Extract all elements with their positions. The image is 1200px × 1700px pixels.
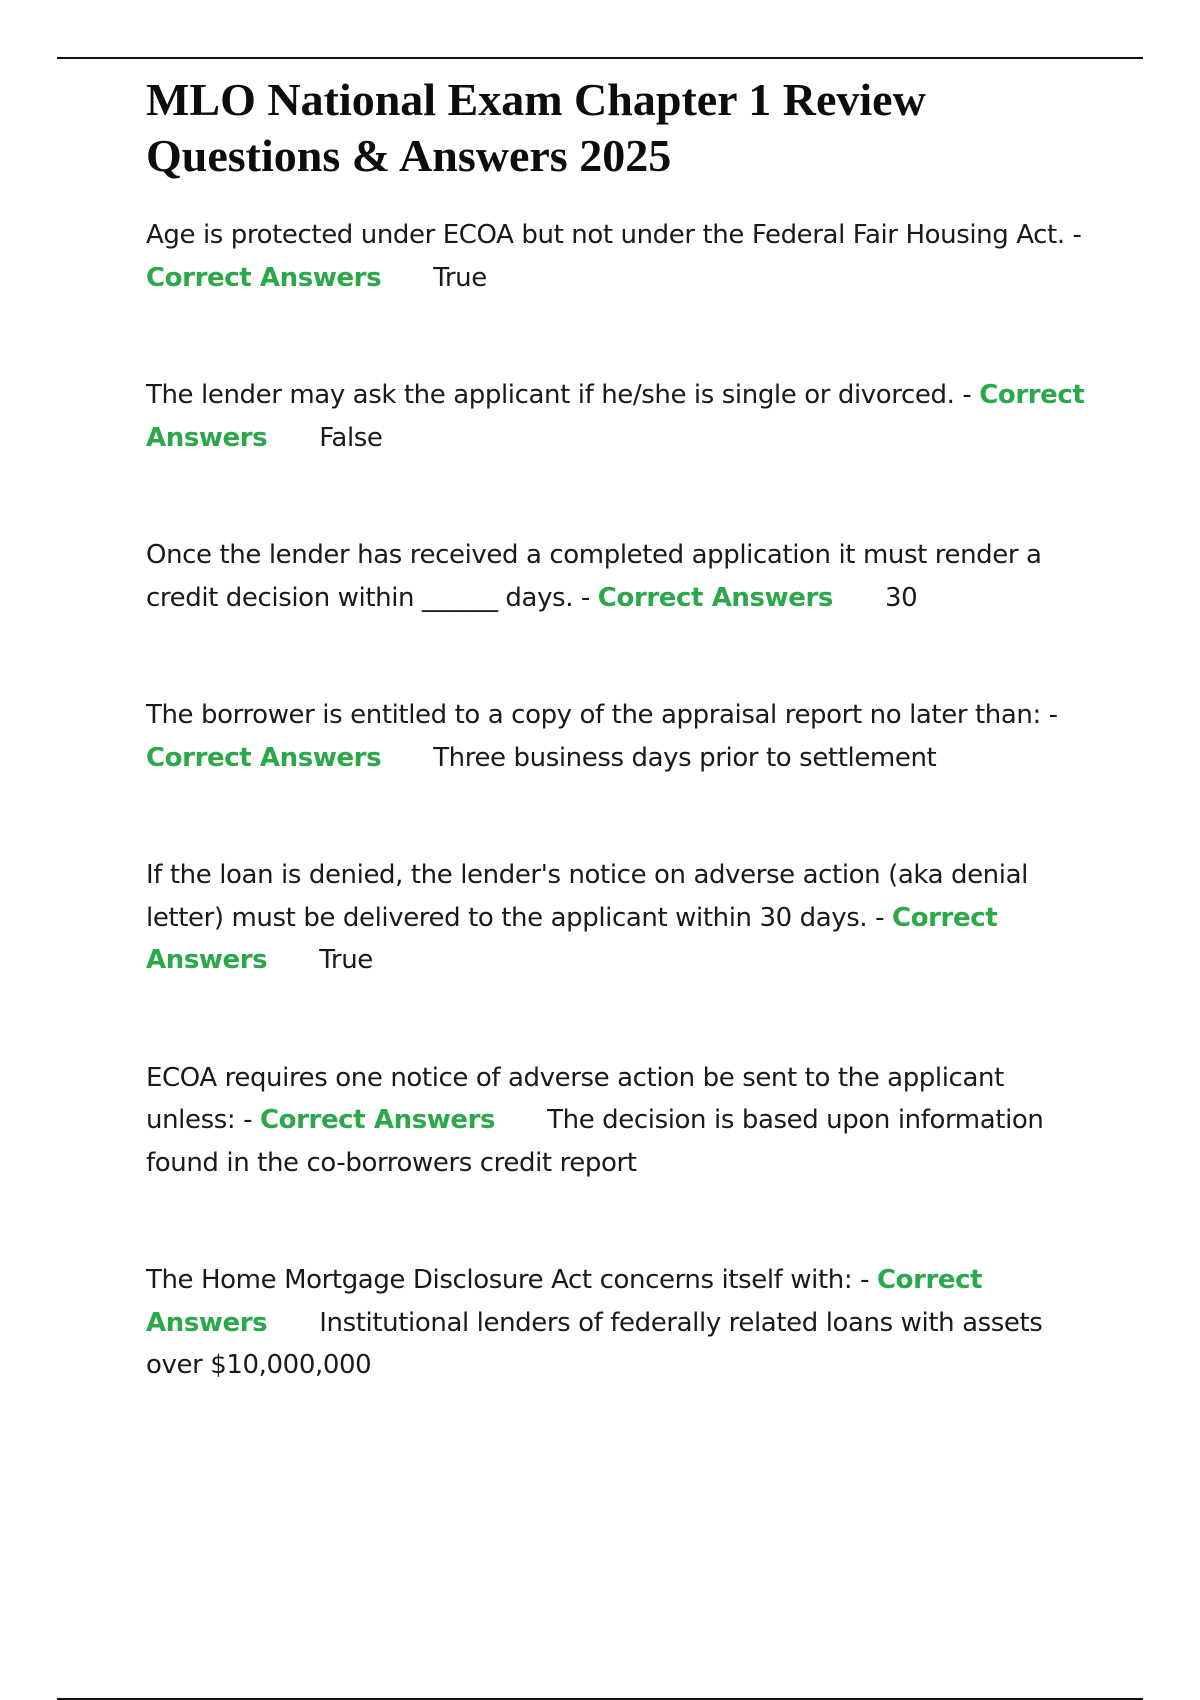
- answer-text: Three business days prior to settlement: [433, 742, 937, 773]
- qa-item: [146, 374, 1086, 459]
- question-text: The lender may ask the applicant if he/she is single or divorced. -: [146, 380, 972, 410]
- qa-item: [146, 214, 1086, 299]
- answer-text: Institutional lenders of federally related loans with assets over $10,000,000: [146, 1307, 1043, 1380]
- document-body: [146, 72, 1086, 1387]
- qa-item: [146, 694, 1086, 779]
- question-text: ECOA requires one notice of adverse action be sent to the applicant unless: -: [146, 1062, 1004, 1135]
- qa-item: [146, 1057, 1086, 1185]
- qa-item: [146, 854, 1086, 982]
- correct-answers-marker: Correct Answers: [146, 1265, 983, 1338]
- question-text: Age is protected under ECOA but not under the Federal Fair Housing Act. -: [146, 220, 1082, 250]
- qa-item: [146, 1259, 1086, 1387]
- correct-answers-marker: Correct Answers: [146, 902, 998, 975]
- correct-answers-marker: Correct Answers: [146, 742, 382, 773]
- correct-answers-marker: Correct Answers: [597, 582, 833, 613]
- question-text: The Home Mortgage Disclosure Act concerns itself with: -: [146, 1265, 870, 1295]
- question-text: If the loan is denied, the lender's notice on adverse action (aka denial letter) must be delivered to the applicant within 30 days. -: [146, 860, 1028, 933]
- top-rule: [57, 57, 1143, 59]
- qa-item: [146, 534, 1086, 619]
- correct-answers-marker: Correct Answers: [146, 380, 1085, 453]
- answer-text: 30: [884, 582, 918, 613]
- correct-answers-marker: Correct Answers: [146, 262, 382, 293]
- correct-answers-marker: Correct Answers: [259, 1105, 496, 1135]
- answer-text: True: [319, 945, 373, 975]
- answer-text: True: [433, 262, 487, 293]
- question-text: Once the lender has received a completed application it must render a credit decision within ______ days. -: [146, 540, 1042, 613]
- document-title: MLO National Exam Chapter 1 Review Questions & Answers 2025: [146, 74, 926, 181]
- answer-text: The decision is based upon information found in the co-borrowers credit report: [146, 1105, 1044, 1178]
- question-text: The borrower is entitled to a copy of the appraisal report no later than: -: [146, 700, 1058, 730]
- answer-text: False: [319, 422, 383, 453]
